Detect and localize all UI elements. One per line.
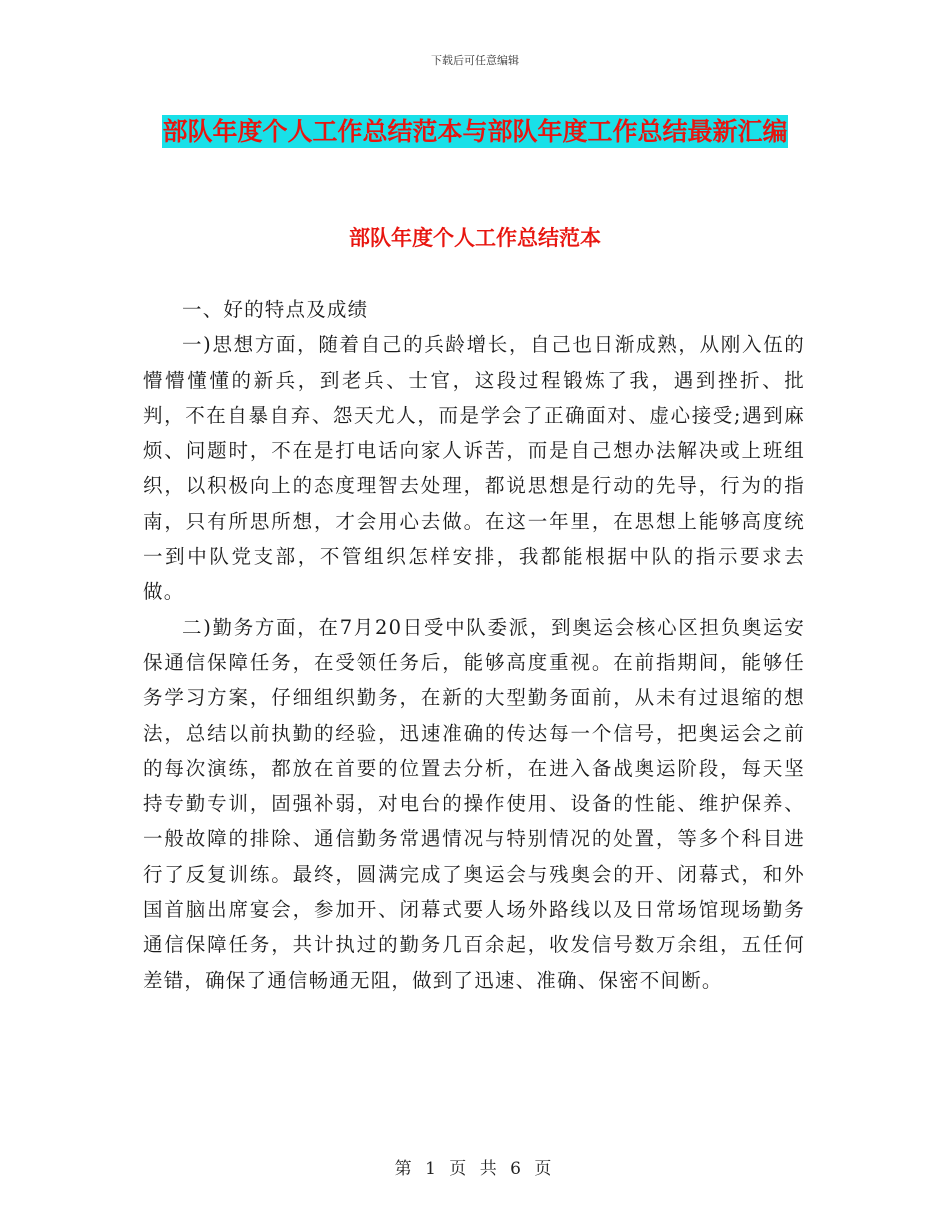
paragraph-thought: 一)思想方面，随着自己的兵龄增长，自己也日渐成熟，从刚入伍的懵懵懂懂的新兵，到老兵、士官，这段过程锻炼了我，遇到挫折、批判，不在自暴自弃、怨天尤人，而是学会了正确面对、虚心接受;遇到麻烦、问题时，不在是打电话向家人诉苦，而是自己想办法解决或上班组织，以积极向上的态度理智去处理，都说思想是行动的先导，行为的指南，只有所思所想，才会用心去做。在这一年里，在思想上能够高度统一到中队党支部，不管组织怎样安排，我都能根据中队的指示要求去做。 bbox=[143, 333, 805, 604]
document-body bbox=[143, 292, 805, 998]
paragraph-duty: 二)勤务方面，在7月20日受中队委派，到奥运会核心区担负奥运安保通信保障任务，在受领任务后，能够高度重视。在前指期间，能够任务学习方案，仔细组织勤务，在新的大型勤务面前，从未有过退缩的想法，总结以前执勤的经验，迅速准确的传达每一个信号，把奥运会之前的每次演练，都放在首要的位置去分析，在进入备战奥运阶段，每天坚持专勤专训，固强补弱，对电台的操作使用、设备的性能、维护保养、一般故障的排除、通信勤务常遇情况与特别情况的处置，等多个科目进行了反复训练。最终，圆满完成了奥运会与残奥会的开、闭幕式，和外国首脑出席宴会，参加开、闭幕式要人场外路线以及日常场馆现场勤务通信保障任务，共计执过的勤务几百余起，收发信号数万余组，五任何差错，确保了通信畅通无阻，做到了迅速、准确、保密不间断。 bbox=[143, 615, 805, 992]
header-note: 下载后可任意编辑 bbox=[431, 54, 519, 67]
document-title-text: 部队年度个人工作总结范本与部队年度工作总结最新汇编 bbox=[162, 117, 788, 146]
paragraph-heading: 一、好的特点及成绩 bbox=[182, 298, 369, 321]
document-title bbox=[140, 110, 810, 154]
section-title: 部队年度个人工作总结范本 bbox=[349, 226, 601, 250]
page-number: 第 1 页 共 6 页 bbox=[394, 1159, 556, 1179]
